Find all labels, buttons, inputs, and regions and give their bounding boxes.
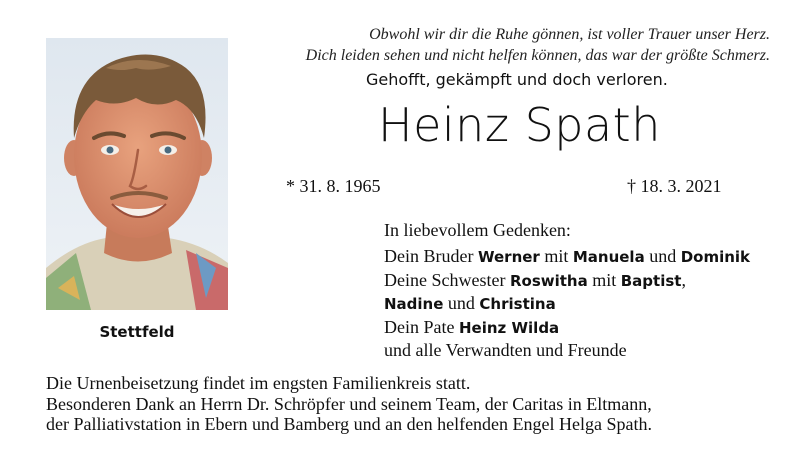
deceased-name: Heinz Spath bbox=[378, 98, 661, 152]
mourner-line-5: und alle Verwandten und Freunde bbox=[384, 340, 627, 360]
mourner-text: Dein Pate bbox=[384, 316, 455, 337]
mourner-text: und bbox=[447, 293, 475, 313]
mourner-text: , bbox=[681, 269, 686, 290]
place-name: Stettfeld bbox=[99, 323, 175, 341]
mourner-text: Dein Bruder bbox=[384, 246, 474, 266]
mourner-name: Baptist bbox=[620, 271, 682, 290]
footer-line-2: Besonderen Dank an Herrn Dr. Schröpfer und seinem Team, der Caritas in Eltmann, bbox=[46, 393, 652, 414]
mourner-line-2 bbox=[384, 269, 750, 293]
mourner-name: Manuela bbox=[572, 248, 645, 266]
mourner-text: und bbox=[649, 246, 677, 266]
mourner-line-1 bbox=[384, 245, 750, 269]
remembrance-heading: In liebevollem Gedenken: bbox=[384, 220, 571, 240]
mourner-name: Dominik bbox=[680, 248, 751, 266]
mourner-name: Heinz Wilda bbox=[458, 318, 560, 337]
death-date: † 18. 3. 2021 bbox=[627, 176, 722, 196]
mourner-text: mit bbox=[592, 269, 617, 290]
mourner-name: Werner bbox=[477, 248, 540, 266]
quote bbox=[250, 24, 770, 66]
motto: Gehofft, gekämpft und doch verloren. bbox=[366, 70, 668, 89]
footer-line-1: Die Urnenbeisetzung findet im engsten Familienkreis statt. bbox=[46, 373, 471, 393]
mourner-line-3 bbox=[384, 292, 750, 316]
mourner-text: Deine Schwester bbox=[384, 269, 506, 290]
mourner-name: Nadine bbox=[384, 295, 444, 313]
footer-notice bbox=[46, 373, 652, 435]
portrait-photo bbox=[46, 38, 228, 310]
mourner-text: mit bbox=[544, 246, 569, 266]
portrait-illustration bbox=[46, 38, 228, 310]
mourner-name: Roswitha bbox=[509, 271, 588, 290]
footer-line-3: der Palliativstation in Ebern und Bamberg und an den helfenden Engel Helga Spath. bbox=[46, 414, 653, 434]
mourner-line-4 bbox=[384, 316, 750, 340]
mourners-list bbox=[384, 245, 750, 362]
quote-line-2: Dich leiden sehen und nicht helfen können, das war der größte Schmerz. bbox=[305, 47, 770, 64]
mourner-name: Christina bbox=[479, 295, 556, 313]
quote-line-1: Obwohl wir dir die Ruhe gönnen, ist voller Trauer unser Herz. bbox=[369, 26, 770, 43]
birth-date: * 31. 8. 1965 bbox=[286, 176, 381, 196]
